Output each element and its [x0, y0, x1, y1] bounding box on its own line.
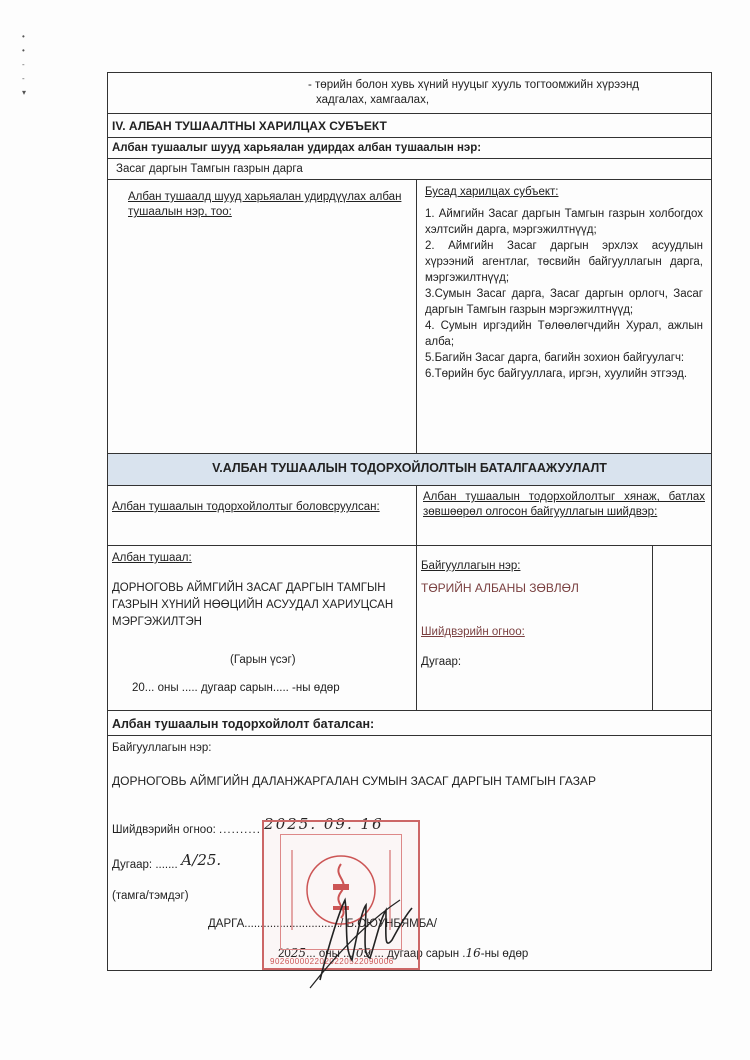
other-list [425, 206, 703, 382]
approval-details [417, 546, 653, 710]
date-day: 16 [465, 946, 481, 960]
other-item: 3.Сумын Засаг дарга, Засаг даргын орлогч, Засаг даргын Тамгын газрын мэргэжилтнүүд; [425, 288, 703, 316]
head-prefix: ДАРГА [208, 918, 245, 930]
other-contacts [417, 180, 711, 453]
other-item: 1. Аймгийн Засаг даргын Тамгын газрын холбогдох хэлтсийн дарга, мэргэжилтнүүд; [425, 208, 703, 236]
number-label: Дугаар: [421, 656, 462, 668]
section-5-title: V.АЛБАН ТУШААЛЫН ТОДОРХОЙЛОЛТЫН БАТАЛГААЖУУЛАЛТ [108, 454, 711, 486]
supervisor-heading: Албан тушаалыг шууд харьяалан удирдах албан тушаалын нэр: [108, 138, 711, 159]
other-item: 4. Сумын иргэдийн Төлөөлөгчдийн Хурал, ажлын алба; [425, 320, 703, 348]
margin-marks: • • - - ▾ [22, 32, 27, 97]
approval-cell [417, 546, 711, 710]
supervisor-value: Засаг даргын Тамгын газрын дарга [108, 159, 711, 180]
seal-label: (тамга/тэмдэг) [112, 890, 189, 902]
handwritten-signature [300, 880, 440, 990]
date-month: 09 [355, 946, 372, 960]
subordinate-heading: Албан тушаалд шууд харьяалан удирдүүлах албан тушаалын нэр, тоо: [108, 180, 417, 453]
approved-decision-date-label: Шийдвэрийн огноо: [112, 824, 216, 836]
stamp-number: 9026000022020220522090006 [270, 957, 394, 966]
approved-number-value: А/25. [180, 851, 222, 869]
approved-number: Дугаар: ....... А/25. [112, 851, 222, 871]
signature-label: (Гарын үсэг) [230, 654, 296, 666]
decision-date-label: Шийдвэрийн огноо: [421, 626, 525, 638]
date-mid2: дугаар сарын [387, 948, 460, 960]
continuation-row [108, 73, 711, 114]
position-row [108, 546, 711, 711]
contacts-row [108, 180, 711, 454]
prepared-date-line: 20... оны ..... дугаар сарын..... -ны өдөр [132, 682, 340, 694]
approved-decision-date: Шийдвэрийн огноо: .......... 2025. 09. 16 [112, 815, 384, 836]
position-label: Албан тушаал: [112, 552, 192, 564]
approval-heading: Албан тушаалын тодорхойлолтыг хянаж, батлах зөвшөөрөл олгосон байгууллагын шийдвэр: [423, 491, 705, 518]
date-year: 25 [290, 946, 307, 960]
approval-blank-cell [653, 546, 711, 710]
org-name-value: ТӨРИЙН АЛБАНЫ ЗӨВЛӨЛ [421, 581, 579, 595]
approved-org-value: ДОРНОГОВЬ АЙМГИЙН ДАЛАНЖАРГАЛАН СУМЫН ЗАСАГ ДАРГЫН ТАМГЫН ГАЗАР [112, 774, 596, 788]
head-name: / Б.ОЮУНБЯМБА/ [340, 918, 437, 930]
approved-decision-date-value: 2025. 09. 16 [264, 815, 384, 833]
prepared-cell [108, 546, 417, 710]
position-value: ДОРНОГОВЬ АЙМГИЙН ЗАСАГ ДАРГЫН ТАМГЫН ГАЗРЫН ХҮНИЙ НӨӨЦИЙН АСУУДАЛ ХАРИУЦСАН МЭРГЭЖИЛТЭН [112, 582, 394, 628]
continuation-line-1: - төрийн болон хувь хүний нууцыг хууль тогтоомжийн хүрээнд [308, 79, 640, 91]
other-heading: Бусад харилцах субъект: [425, 186, 559, 198]
section-4-title: IV. АЛБАН ТУШААЛТНЫ ХАРИЛЦАХ СУБЪЕКТ [108, 114, 711, 138]
date-prefix: 20 [278, 948, 291, 960]
approved-title: Албан тушаалын тодорхойлолт баталсан: [108, 711, 711, 736]
verification-heading-row [108, 486, 711, 546]
org-name-label: Байгууллагын нэр: [421, 560, 521, 572]
continuation-text [308, 78, 639, 108]
other-item: 5.Багийн Засаг дарга, багийн зохион байгуулагч: [425, 352, 685, 364]
continuation-line-2: хадгалах, хамгаалах, [316, 94, 430, 106]
approved-number-label: Дугаар: [112, 859, 153, 871]
prepared-heading: Албан тушаалын тодорхойлолтыг боловсруулсан: [108, 486, 417, 545]
date-suffix: -ны өдөр [480, 948, 529, 960]
approved-org-label: Байгууллагын нэр: [112, 742, 212, 754]
other-item: 2. Аймгийн Засаг даргын эрхлэх асуудлын хүрээний агентлаг, төсвийн байгууллагын дарга, мэргэжилтнүүд; [425, 240, 703, 284]
head-signature-line: ДАРГА............................../ Б.ОЮУНБЯМБА/ [208, 918, 437, 930]
other-item: 6.Төрийн бус байгууллага, иргэн, хуулийн этгээд. [425, 368, 688, 380]
date-mid: оны [318, 948, 340, 960]
approved-date-line: 2025... оны ... 09 ... дугаар сарын .16-ны өдөр [278, 946, 529, 960]
